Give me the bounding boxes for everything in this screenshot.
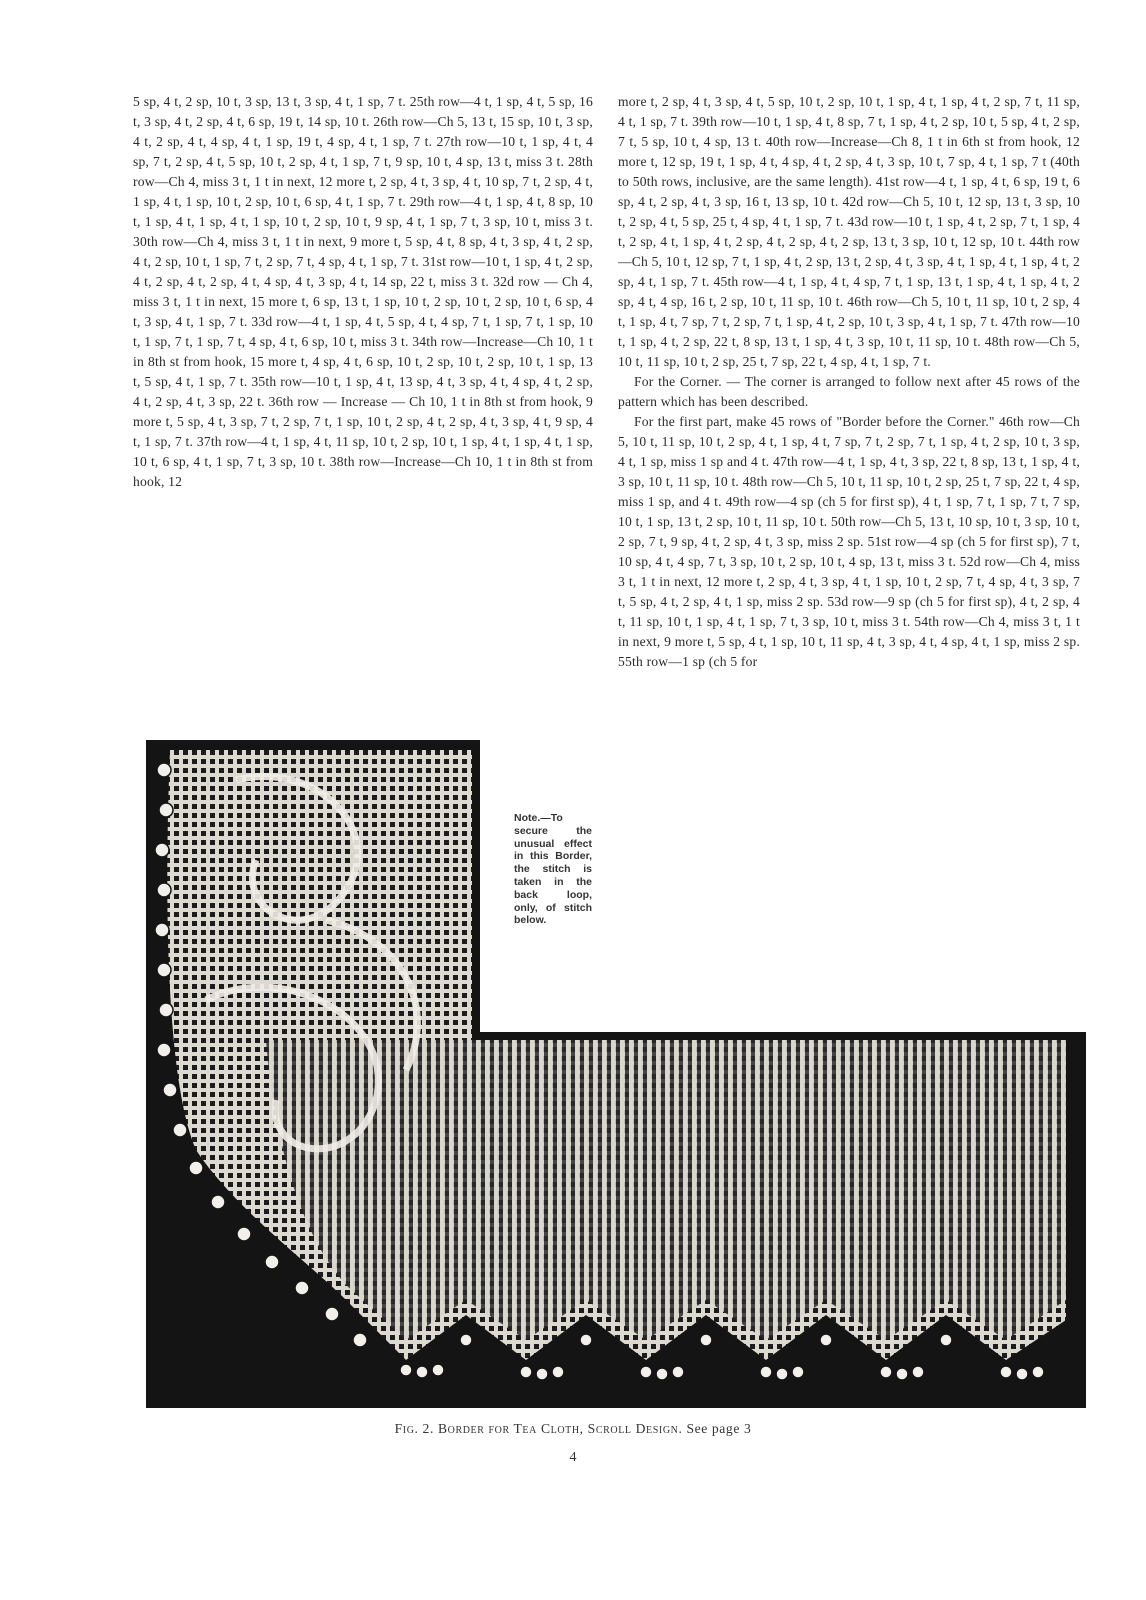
right-paragraph: more t, 2 sp, 4 t, 3 sp, 4 t, 5 sp, 10 t, 2 sp, 10 t, 1 sp, 4 t, 1 sp, 4 t, 2 sp, 7 t, 11 sp, 4 t, 1 sp, 7 t. 39th row—10 t, 1 sp, 4 t, 8 sp, 7 t, 1 sp, 4 t, 2 sp, 10 t, 5 sp, 4 t, 2 sp, 7 t, 5 sp, 10 t, 4 sp, 13 t. 40th row—Increase—Ch 8, 1 t in 6th st from hook, 12 more t, 12 sp, 19 t, 1 sp, 4 t, 4 sp, 4 t, 2 sp, 4 t, 3 sp, 10 t, 7 sp, 4 t, 1 sp, 7 t (40th to 50th rows, inclusive, are the same length). 41st row—4 t, 1 sp, 4 t, 6 sp, 19 t, 6 sp, 4 t, 2 sp, 4 t, 3 sp, 16 t, 13 sp, 10 t. 42d row—Ch 5, 10 t, 12 sp, 13 t, 3 sp, 10 t, 2 sp, 4 t, 5 sp, 25 t, 4 sp, 4 t, 1 sp, 7 t. 43d row—10 t, 1 sp, 4 t, 2 sp, 7 t, 1 sp, 4 t, 2 sp, 4 t, 1 sp, 4 t, 2 sp, 4 t, 2 sp, 4 t, 2 sp, 13 t, 3 sp, 10 t, 12 sp, 10 t. 44th row—Ch 5, 10 t, 12 sp, 7 t, 1 sp, 4 t, 2 sp, 13 t, 2 sp, 4 t, 3 sp, 4 t, 1 sp, 4 t, 1 sp, 4 t, 2 sp, 4 t, 1 sp, 7 t. 45th row—4 t, 1 sp, 4 t, 4 sp, 7 t, 1 sp, 13 t, 1 sp, 4 t, 1 sp, 4 t, 2 sp, 4 t, 4 sp, 16 t, 2 sp, 10 t, 11 sp, 10 t. 46th row—Ch 5, 10 t, 11 sp, 10 t, 2 sp, 4 t, 1 sp, 4 t, 7 sp, 7 t, 2 sp, 7 t, 1 sp, 4 t, 2 sp, 10 t, 3 sp, 4 t, 1 sp, 7 t. 47th row—10 t, 1 sp, 4 t, 2 sp, 22 t, 8 sp, 13 t, 1 sp, 4 t, 3 sp, 10 t, 11 sp, 10 t. 48th row—Ch 5, 10 t, 11 sp, 10 t, 2 sp, 25 t, 7 sp, 22 t, 4 sp, 4 t, 1 sp, 7 t. [618, 94, 1080, 369]
figure-caption [0, 1421, 1146, 1437]
corner-paragraph: For the Corner. — The corner is arranged to follow next after 45 rows of the pattern which has been described. [618, 374, 1080, 409]
first-part-paragraph: For the first part, make 45 rows of "Border before the Corner." 46th row—Ch 5, 10 t, 11 sp, 10 t, 2 sp, 4 t, 1 sp, 4 t, 7 sp, 7 t, 2 sp, 7 t, 1 sp, 4 t, 2 sp, 10 t, 3 sp, 4 t, 1 sp, miss 1 sp and 4 t. 47th row—4 t, 1 sp, 4 t, 3 sp, 22 t, 8 sp, 13 t, 1 sp, 4 t, 3 sp, 10 t, 11 sp, 10 t. 48th row—Ch 5, 10 t, 11 sp, 10 t, 2 sp, 25 t, 7 sp, 22 t, 4 sp, miss 1 sp, and 4 t. 49th row—4 sp (ch 5 for first sp), 4 t, 1 sp, 7 t, 1 sp, 7 t, 7 sp, 10 t, 1 sp, 13 t, 2 sp, 10 t, 11 sp, 10 t. 50th row—Ch 5, 13 t, 10 sp, 10 t, 3 sp, 10 t, 2 sp, 7 t, 9 sp, 4 t, 2 sp, 4 t, 3 sp, miss 2 sp. 51st row—4 sp (ch 5 for first sp), 7 t, 10 sp, 4 t, 4 sp, 7 t, 3 sp, 10 t, 2 sp, 10 t, 4 sp, 13 t, miss 3 t. 52d row—Ch 4, miss 3 t, 1 t in next, 12 more t, 2 sp, 4 t, 3 sp, 4 t, 1 sp, 10 t, 2 sp, 7 t, 4 sp, 4 t, 3 sp, 7 t, 5 sp, 4 t, 2 sp, 4 t, 1 sp, miss 2 sp. 53d row—9 sp (ch 5 for first sp), 4 t, 2 sp, 4 t, 11 sp, 10 t, 1 sp, 4 t, 1 sp, 7 t, 3 sp, 10 t, miss 3 t. 54th row—Ch 4, miss 3 t, 1 t in next, 9 more t, 5 sp, 4 t, 1 sp, 10 t, 11 sp, 4 t, 3 sp, 4 t, 4 sp, 4 t, 1 sp, miss 2 sp. 55th row—1 sp (ch 5 for [618, 414, 1080, 669]
lace-illustration [146, 740, 1086, 1408]
caption-fig: Fig. 2. [394, 1421, 434, 1436]
left-text-column [133, 92, 593, 492]
note-text: Note.—To secure the unusual effect in this Border, the stitch is taken in the back loop, only, of stitch below. [514, 812, 592, 927]
left-paragraph: 5 sp, 4 t, 2 sp, 10 t, 3 sp, 13 t, 3 sp, 4 t, 1 sp, 7 t. 25th row—4 t, 1 sp, 4 t, 5 sp, 16 t, 3 sp, 4 t, 2 sp, 4 t, 6 sp, 19 t, 14 sp, 10 t. 26th row—Ch 5, 13 t, 15 sp, 10 t, 3 sp, 4 t, 2 sp, 4 t, 4 sp, 4 t, 1 sp, 19 t, 4 sp, 4 t, 1 sp, 7 t. 27th row—10 t, 1 sp, 4 t, 4 sp, 7 t, 2 sp, 4 t, 5 sp, 10 t, 2 sp, 4 t, 1 sp, 7 t, 9 sp, 10 t, 4 sp, 13 t, miss 3 t. 28th row—Ch 4, miss 3 t, 1 t in next, 12 more t, 2 sp, 4 t, 3 sp, 4 t, 10 sp, 7 t, 2 sp, 4 t, 1 sp, 4 t, 1 sp, 10 t, 2 sp, 10 t, 6 sp, 4 t, 1 sp, 7 t. 29th row—4 t, 1 sp, 4 t, 8 sp, 10 t, 1 sp, 4 t, 1 sp, 4 t, 1 sp, 10 t, 2 sp, 10 t, 9 sp, 4 t, 1 sp, 7 t, 3 sp, 10 t, miss 3 t. 30th row—Ch 4, miss 3 t, 1 t in next, 9 more t, 5 sp, 4 t, 8 sp, 4 t, 3 sp, 4 t, 2 sp, 4 t, 2 sp, 10 t, 1 sp, 7 t, 2 sp, 7 t, 4 sp, 4 t, 1 sp, 7 t. 31st row—10 t, 1 sp, 4 t, 2 sp, 4 t, 2 sp, 4 t, 2 sp, 4 t, 4 sp, 4 t, 3 sp, 4 t, 14 sp, 22 t, miss 3 t. 32d row — Ch 4, miss 3 t, 1 t in next, 15 more t, 6 sp, 13 t, 1 sp, 10 t, 2 sp, 10 t, 2 sp, 10 t, 6 sp, 4 t, 3 sp, 4 t, 1 sp, 7 t. 33d row—4 t, 1 sp, 4 t, 5 sp, 4 t, 4 sp, 7 t, 1 sp, 7 t, 1 sp, 10 t, 1 sp, 7 t, 1 sp, 7 t, 4 sp, 4 t, 6 sp, 10 t, miss 3 t. 34th row—Increase—Ch 10, 1 t in 8th st from hook, 15 more t, 4 sp, 4 t, 6 sp, 10 t, 2 sp, 10 t, 2 sp, 10 t, 1 sp, 13 t, 5 sp, 4 t, 1 sp, 7 t. 35th row—10 t, 1 sp, 4 t, 13 sp, 4 t, 3 sp, 4 t, 4 sp, 4 t, 2 sp, 4 t, 2 sp, 4 t, 3 sp, 22 t. 36th row — Increase — Ch 10, 1 t in 8th st from hook, 9 more t, 5 sp, 4 t, 3 sp, 7 t, 2 sp, 7 t, 1 sp, 10 t, 2 sp, 4 t, 2 sp, 4 t, 3 sp, 4 t, 9 sp, 4 t, 1 sp, 7 t. 37th row—4 t, 1 sp, 4 t, 11 sp, 10 t, 2 sp, 10 t, 1 sp, 4 t, 1 sp, 4 t, 1 sp, 10 t, 6 sp, 4 t, 1 sp, 7 t, 3 sp, 10 t. 38th row—Increase—Ch 10, 1 t in 8th st from hook, 12 [133, 94, 594, 489]
caption-title: Border for Tea Cloth, Scroll Design. [437, 1421, 683, 1436]
right-text-column [618, 92, 1080, 672]
page-number: 4 [569, 1450, 577, 1465]
lace-border-photo [146, 740, 1086, 1408]
caption-ref: See page 3 [686, 1421, 752, 1436]
